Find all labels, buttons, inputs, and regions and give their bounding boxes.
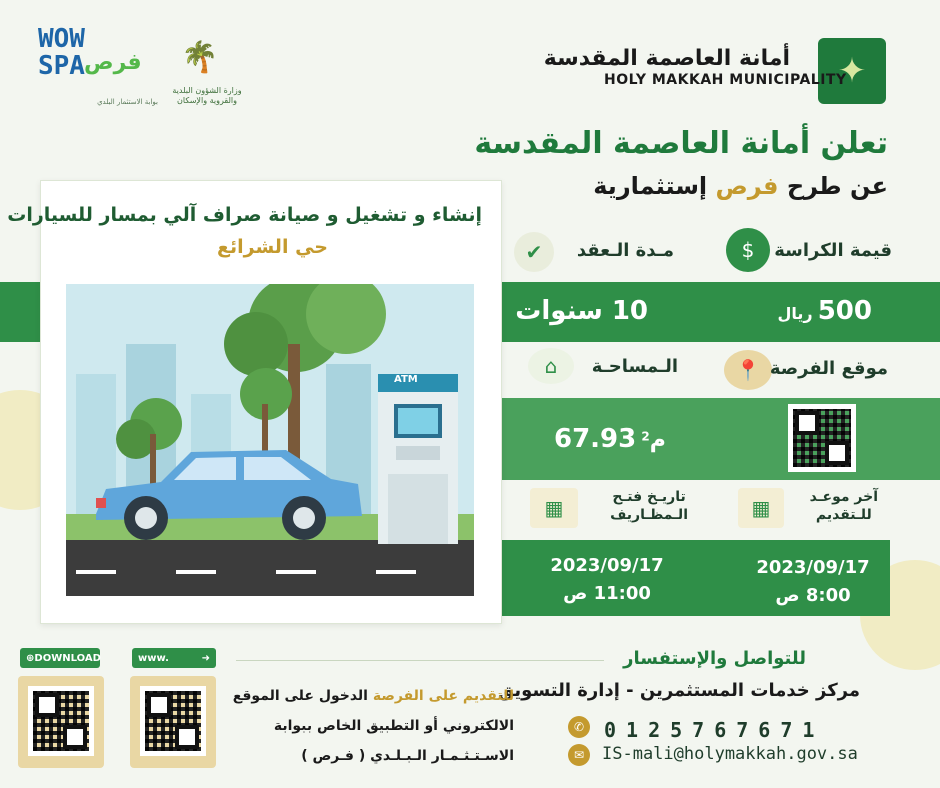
- opening-label: [610, 488, 688, 524]
- calendar-icon: ▦: [738, 488, 784, 528]
- website-qr-code[interactable]: [140, 686, 206, 756]
- location-qr-code[interactable]: [788, 404, 856, 472]
- phone-icon: ✆: [568, 716, 590, 738]
- furas-logo-top: WOW: [38, 24, 85, 54]
- area-unit-exponent: 2: [641, 429, 650, 444]
- brochure-price: [778, 296, 872, 326]
- furas-logo-bottom: SPA: [38, 51, 85, 81]
- subheadline: [593, 172, 888, 200]
- location-label: موقع الفرصة: [769, 358, 888, 379]
- map-pin-icon: 📍: [724, 350, 772, 390]
- www-label: www.: [138, 652, 169, 664]
- headline: تعلن أمانة العاصمة المقدسة: [474, 126, 888, 161]
- subheadline-suffix: إستثمارية: [593, 172, 708, 200]
- deadline-datetime: [754, 554, 872, 610]
- arrow-right-icon: ➜: [201, 652, 210, 664]
- area-label: الـمساحـة: [591, 356, 678, 377]
- opening-date: 2023/09/17: [550, 555, 664, 576]
- apply-line-1-prefix: للتقديم على الفرصة: [372, 688, 514, 704]
- apply-line-1-suffix: الدخول على الموقع: [232, 688, 368, 704]
- opportunity-district: حي الشرائع: [217, 236, 328, 258]
- contact-subtitle: مركز خدمات المستثمرين - إدارة التسويق: [498, 680, 860, 701]
- download-icon: ⊕: [26, 652, 35, 664]
- contact-title: للتواصل والإستفسار: [623, 648, 806, 669]
- area-unit: م: [649, 428, 666, 453]
- land-area-icon: ⌂: [528, 348, 574, 384]
- atm-illustration: [66, 284, 474, 596]
- ministry-logo-icon: 🌴: [181, 40, 219, 75]
- www-link-button[interactable]: [132, 648, 216, 668]
- furas-subtitle: بوابة الاستثمار البلدي: [97, 98, 158, 106]
- furas-logo-ar: فرص: [84, 50, 142, 75]
- apply-line-3: الاسـتـثـمـار الـبـلـدي ( فـرص ): [301, 748, 514, 764]
- opening-label-2: الـمظـاريف: [610, 507, 688, 523]
- deadline-label: [810, 488, 878, 524]
- apply-line-2: الالكتروني أو التطبيق الخاص ببوابة: [273, 718, 514, 734]
- download-app-button[interactable]: [20, 648, 100, 668]
- contract-document-icon: ✔: [514, 232, 554, 272]
- brochure-unit: ريال: [777, 304, 813, 323]
- subheadline-highlight: فرص: [715, 172, 779, 200]
- app-qr-code[interactable]: [28, 686, 94, 756]
- area-value: 67.93: [554, 424, 637, 454]
- municipality-name-ar: أمانة العاصمة المقدسة: [543, 46, 790, 71]
- deadline-label-1: آخر موعـد: [809, 489, 878, 505]
- contract-value: 10 سنوات: [515, 296, 648, 326]
- ministry-name: وزارة الشؤون البلدية والقروية والإسكان: [172, 86, 242, 105]
- palm-swords-icon: ✦: [837, 51, 867, 91]
- area-measure: [540, 424, 666, 454]
- calendar-icon: ▦: [530, 488, 578, 528]
- municipality-logo: [818, 38, 886, 104]
- phone-number[interactable]: 0125767671: [604, 718, 825, 742]
- email-address[interactable]: IS-mali@holymakkah.gov.sa: [602, 744, 858, 764]
- apply-line-1: [233, 688, 514, 704]
- subheadline-prefix: عن طرح: [786, 172, 888, 200]
- email-icon: ✉: [568, 744, 590, 766]
- municipality-name-en: HOLY MAKKAH MUNICIPALITY: [604, 72, 847, 88]
- atm-label: ATM: [394, 374, 418, 385]
- opening-label-1: تاريـخ فتـح: [612, 489, 686, 505]
- opportunity-title: إنشاء و تشغيل و صيانة صراف آلي بمسار للسيارات: [7, 204, 482, 226]
- contract-label: مـدة الـعقد: [576, 240, 674, 261]
- deadline-date: 2023/09/17: [756, 557, 870, 578]
- download-label: DOWNLOAD: [34, 652, 101, 664]
- brochure-label: قيمة الكراسة: [774, 240, 892, 261]
- deadline-time: 8:00 ص: [775, 585, 851, 606]
- opening-time: 11:00 ص: [563, 583, 651, 604]
- deadline-label-2: للـتقديم: [815, 507, 872, 523]
- divider: [236, 660, 604, 661]
- brochure-value: 500: [817, 296, 872, 326]
- opening-datetime: [548, 552, 666, 608]
- money-bag-icon: $: [726, 228, 770, 272]
